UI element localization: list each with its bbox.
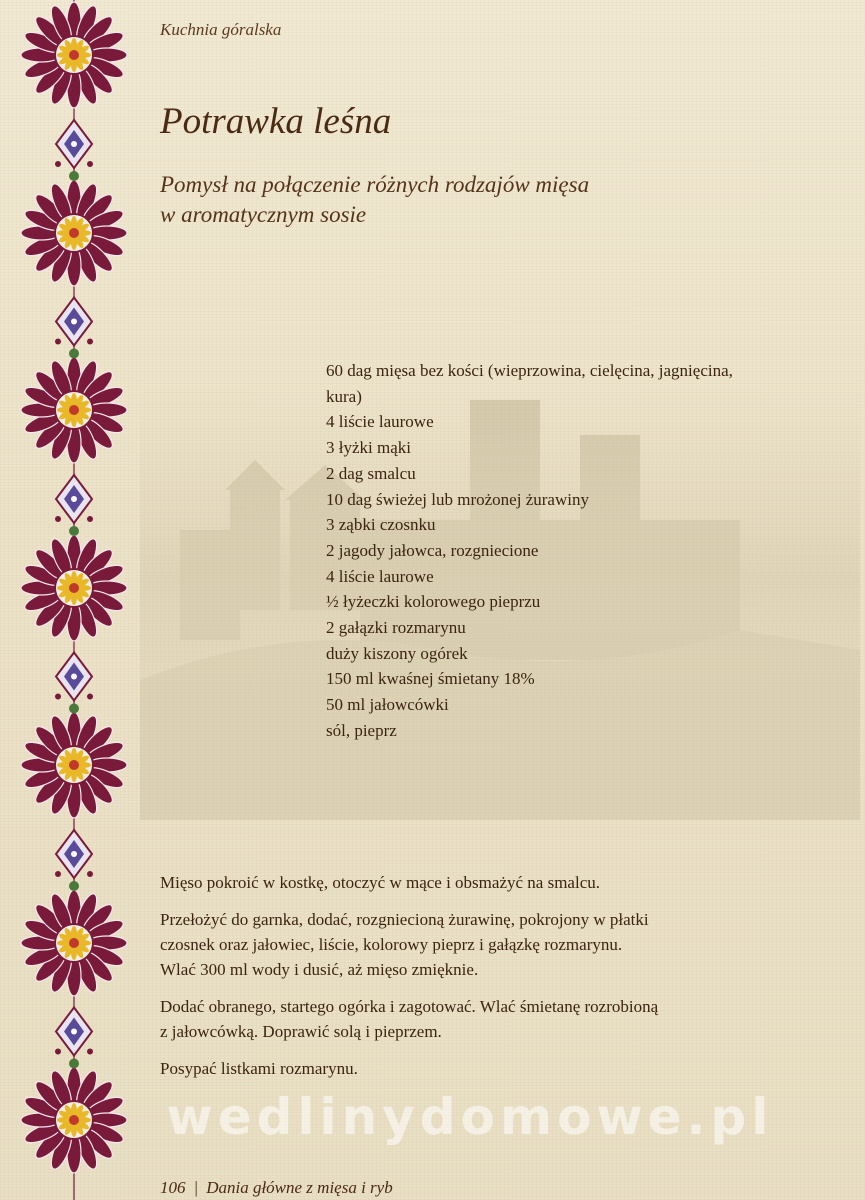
flower-ornament-icon <box>21 890 127 996</box>
folk-flower-border <box>14 0 134 1200</box>
step-line: Posypać listkami rozmarynu. <box>160 1059 358 1078</box>
ingredient-item: 150 ml kwaśnej śmietany 18% <box>326 669 535 689</box>
ingredient-item: 3 łyżki mąki <box>326 438 411 458</box>
flower-ornament-icon <box>21 357 127 463</box>
flower-ornament-icon <box>21 712 127 818</box>
ingredient-item: 50 ml jałowcówki <box>326 695 449 715</box>
page-footer <box>160 1178 393 1198</box>
flower-ornament-icon <box>21 1067 127 1173</box>
ingredient-item: sól, pieprz <box>326 720 397 740</box>
flower-ornament-icon <box>21 180 127 286</box>
ingredient-item: 4 liście laurowe <box>326 566 434 586</box>
flower-ornament-icon <box>21 2 127 108</box>
diamond-ornament-icon <box>55 475 93 536</box>
recipe-subtitle <box>160 170 780 230</box>
diamond-ornament-icon <box>55 298 93 359</box>
step-line: Wlać 300 ml wody i dusić, aż mięso zmięknie. <box>160 960 479 979</box>
ingredient-item: kura) <box>326 386 362 406</box>
step-line: Mięso pokroić w kostkę, otoczyć w mące i obsmażyć na smalcu. <box>160 873 600 892</box>
ingredient-item: 3 ząbki czosnku <box>326 515 436 535</box>
ingredient-item: 4 liście laurowe <box>326 412 434 432</box>
ingredient-item: 2 jagody jałowca, rozgniecione <box>326 540 539 560</box>
step-line: czosnek oraz jałowiec, liście, kolorowy pieprz i gałązkę rozmarynu. <box>160 935 623 954</box>
preparation-steps <box>160 870 840 1093</box>
diamond-ornament-icon <box>55 830 93 891</box>
step-paragraph <box>160 870 840 895</box>
ingredient-list <box>326 358 856 744</box>
step-line: Przełożyć do garnka, dodać, rozgniecioną żurawinę, pokrojony w płatki <box>160 910 649 929</box>
page-number: 106 <box>160 1178 186 1197</box>
chapter-title: Dania główne z mięsa i ryb <box>206 1178 393 1197</box>
step-line: z jałowcówką. Doprawić solą i pieprzem. <box>160 1022 442 1041</box>
footer-separator: | <box>193 1178 199 1197</box>
step-paragraph <box>160 1056 840 1081</box>
ingredient-item: 2 gałązki rozmarynu <box>326 618 466 638</box>
section-header: Kuchnia góralska <box>160 20 282 39</box>
ingredient-item: 2 dag smalcu <box>326 463 416 483</box>
ingredient-item: ½ łyżeczki kolorowego pieprzu <box>326 592 541 612</box>
step-paragraph <box>160 907 840 982</box>
recipe-title: Potrawka leśna <box>160 101 392 142</box>
ingredient-item: duży kiszony ogórek <box>326 643 468 663</box>
subtitle-line: Pomysł na połączenie różnych rodzajów mięsa <box>160 172 590 197</box>
ingredient-item: 60 dag mięsa bez kości (wieprzowina, cielęcina, jagnięcina, <box>326 361 733 380</box>
flower-ornament-icon <box>21 535 127 641</box>
ingredient-item: 10 dag świeżej lub mrożonej żurawiny <box>326 489 589 509</box>
watermark: wedlinydomowe.pl <box>166 1088 774 1146</box>
subtitle-line: w aromatycznym sosie <box>160 202 367 227</box>
step-paragraph <box>160 994 840 1044</box>
diamond-ornament-icon <box>55 653 93 714</box>
diamond-ornament-icon <box>55 120 93 181</box>
diamond-ornament-icon <box>55 1008 93 1069</box>
step-line: Dodać obranego, startego ogórka i zagotować. Wlać śmietanę rozrobioną <box>160 997 659 1016</box>
